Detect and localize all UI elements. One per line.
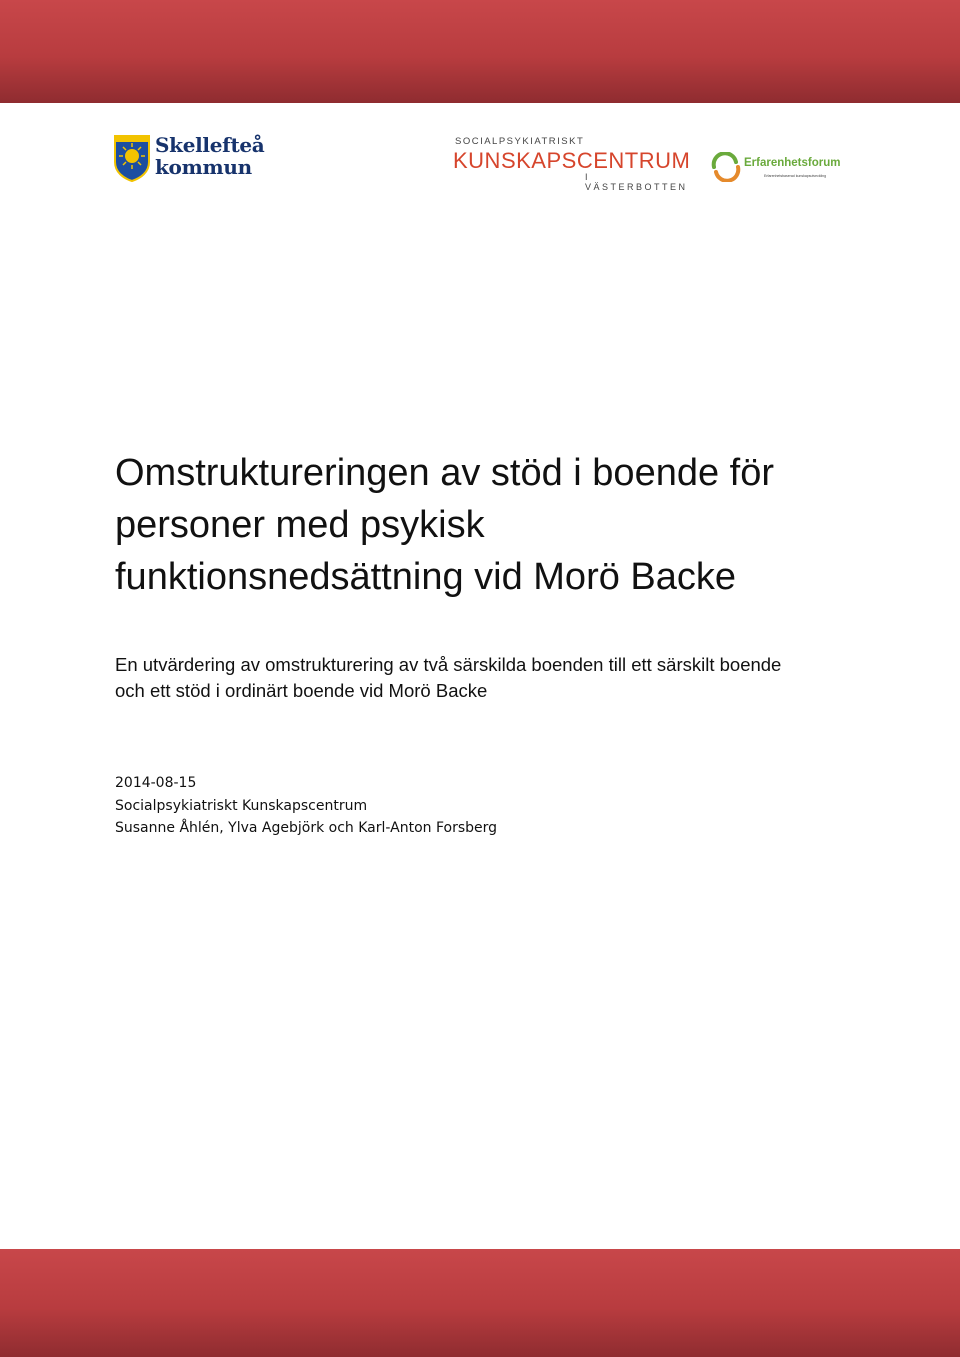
header-band: [0, 0, 960, 103]
document-date: 2014-08-15: [115, 775, 197, 791]
document-title: Omstruktureringen av stöd i boende för personer med psykisk funktionsnedsättning vid Morö Backe: [115, 452, 775, 598]
kunskapscentrum-logo-big: KUNSKAPSCENTRUM: [453, 148, 691, 173]
kunskapscentrum-logo: [453, 136, 691, 192]
document-meta: [115, 772, 497, 840]
skelleftea-kommun-logo: [113, 134, 263, 182]
erfarenhetsforum-logo: [710, 150, 841, 184]
kunskapscentrum-logo-sub: I VÄSTERBOTTEN: [585, 172, 688, 192]
document-subtitle: En utvärdering av omstrukturering av två särskilda boenden till ett särskilt boende och ett stöd i ordinärt boende vid Morö Backe: [115, 654, 782, 701]
erfarenhetsforum-logo-tagline: Erfarenhetsbaserad kunskapsutveckling: [764, 174, 827, 178]
document-authors: Susanne Åhlén, Ylva Agebjörk och Karl-Anton Forsberg: [115, 820, 498, 836]
erfarenhetsforum-swirl-icon: [710, 152, 742, 182]
skelleftea-logo-line2: kommun: [155, 155, 252, 179]
skelleftea-logo-line1: Skellefteå: [155, 133, 265, 157]
erfarenhetsforum-logo-name: Erfarenhetsforum: [744, 157, 841, 169]
footer-band: [0, 1249, 960, 1357]
document-organization: Socialpsykiatriskt Kunskapscentrum: [115, 797, 368, 814]
skelleftea-shield-icon: [113, 134, 151, 182]
kunskapscentrum-logo-small: SOCIALPSYKIATRISKT: [455, 136, 585, 147]
